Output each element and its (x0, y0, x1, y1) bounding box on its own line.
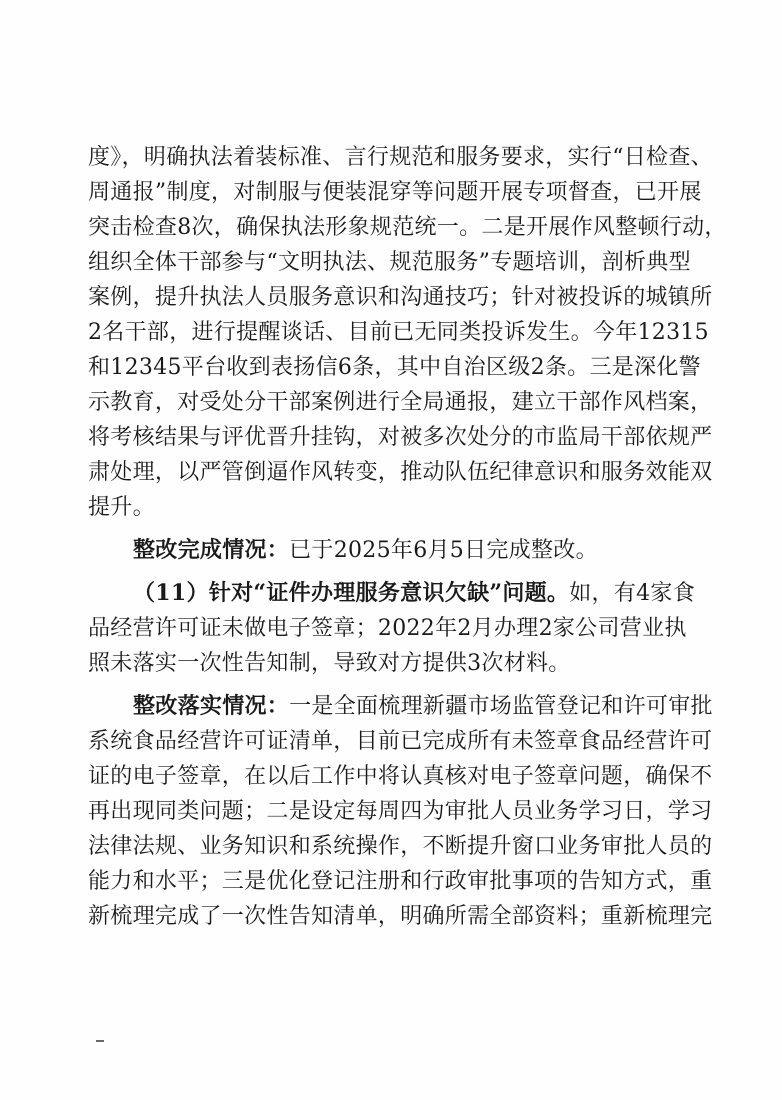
implementation-label: 整改落实情况： (133, 693, 290, 719)
scan-mark (96, 1040, 104, 1042)
body-line: 突击检查8次，确保执法形象规范统一。二是开展作风整顿行动， (88, 215, 727, 240)
body-line: 肃处理，以严管倒逼作风转变，推动队伍纪律意识和服务效能双 (88, 460, 713, 485)
body-line: 和12345平台收到表扬信6条，其中自治区级2条。三是深化警 (88, 355, 701, 380)
implementation-paragraph (88, 689, 713, 724)
body-line: 度》，明确执法着装标准、言行规范和服务要求，实行“日检查、 (88, 145, 713, 170)
document-body (88, 140, 727, 934)
completion-paragraph (88, 533, 693, 568)
body-line: 提升。 (88, 495, 155, 520)
body-line: 示教育，对受处分干部案例进行全局通报，建立干部作风档案， (88, 390, 713, 415)
issue-11-paragraph (88, 576, 696, 611)
body-line: 组织全体干部参与“文明执法、规范服务”专题培训，剖析典型 (88, 250, 691, 275)
body-line: 案例，提升执法人员服务意识和沟通技巧；针对被投诉的城镇所 (88, 285, 713, 310)
body-line: 品经营许可证未做电子签章；2022年2月办理2家公司营业执 (88, 616, 687, 641)
body-line: 法律法规、业务知识和系统操作，不断提升窗口业务审批人员的 (88, 834, 713, 859)
completion-label: 整改完成情况： (133, 537, 290, 563)
body-line: 证的电子签章，在以后工作中将认真核对电子签章问题，确保不 (88, 764, 713, 789)
completion-text: 已于2025年6月5日完成整改。 (289, 538, 598, 563)
body-line: 周通报”制度，对制服与便装混穿等问题开展专项督查，已开展 (88, 180, 702, 205)
body-line: 再出现同类问题；二是设定每周四为审批人员业务学习日，学习 (88, 799, 713, 824)
implementation-text: 一是全面梳理新疆市场监管登记和许可审批 (289, 694, 713, 719)
body-line: 能力和水平；三是优化登记注册和行政审批事项的告知方式，重 (88, 869, 713, 894)
body-line: 将考核结果与评优晋升挂钩，对被多次处分的市监局干部依规严 (88, 425, 713, 450)
body-line: 系统食品经营许可证清单，目前已完成所有未签章食品经营许可 (88, 729, 713, 754)
body-line: 2名干部，进行提醒谈话、目前已无同类投诉发生。今年12315 (88, 320, 709, 345)
issue-11-heading: （11）针对“证件办理服务意识欠缺”问题。 (133, 580, 570, 606)
body-line: 照未落实一次性告知制，导致对方提供3次材料。 (88, 651, 571, 676)
issue-11-text: 如，有4家食 (569, 581, 696, 606)
body-line: 新梳理完成了一次性告知清单，明确所需全部资料；重新梳理完 (88, 904, 713, 929)
